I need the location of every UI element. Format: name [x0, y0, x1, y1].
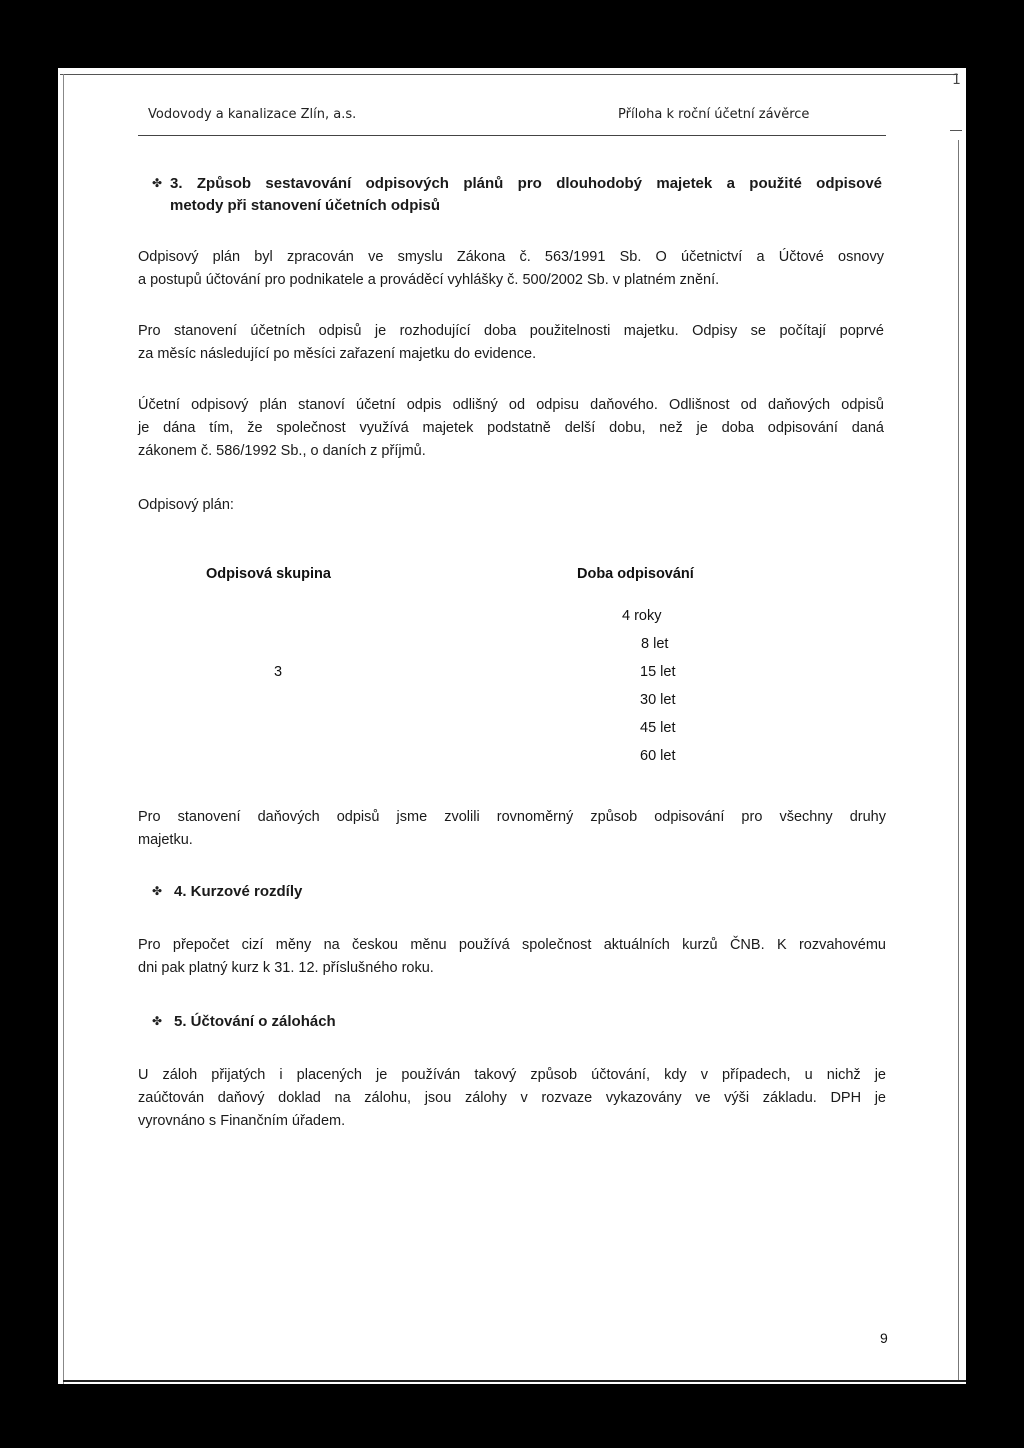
section5-title: 5. Účtování o zálohách [174, 1013, 336, 1030]
header-rule [138, 135, 886, 136]
section3-p3-line3: zákonem č. 586/1992 Sb., o daních z příjmů. [138, 443, 426, 459]
section4-p-line2: dni pak platný kurz k 31. 12. příslušného roku. [138, 960, 434, 976]
section5-p-line3: vyrovnáno s Finančním úřadem. [138, 1113, 346, 1129]
corner-tick [950, 130, 962, 131]
section3-p2-line2: za měsíc následující po měsíci zařazení majetku do evidence. [138, 346, 537, 362]
section3-p3-line2: je dána tím, že společnost využívá majetek podstatně delší dobu, než je doba odpisování daná [138, 420, 884, 436]
section5-bullet-icon: ✤ [152, 1014, 163, 1028]
section5-p-line2: zaúčtován daňový doklad na zálohu, jsou zálohy v rozvaze vykazovány ve výši základu. DPH je [138, 1090, 886, 1106]
frame-bottom-line [63, 1380, 966, 1382]
table-period-4: 30 let [640, 692, 676, 708]
section3-p1-line1: Odpisový plán byl zpracován ve smyslu Zákona č. 563/1991 Sb. O účetnictví a Účtové osnovy [138, 249, 884, 265]
table-period-1: 4 roky [622, 608, 662, 624]
section3-title-line2: metody při stanovení účetních odpisů [170, 197, 441, 214]
table-period-6: 60 let [640, 748, 676, 764]
table-period-2: 8 let [641, 636, 669, 652]
section4-p-line1: Pro přepočet cizí měny na českou měnu používá společnost aktuálních kurzů ČNB. K rozvahovému [138, 937, 886, 953]
table-col-group: Odpisová skupina [206, 566, 331, 582]
after-table-line2: majetku. [138, 832, 193, 848]
header-company: Vodovody a kanalizace Zlín, a.s. [148, 107, 357, 122]
section3-bullet-icon: ✤ [152, 176, 163, 190]
section4-bullet-icon: ✤ [152, 884, 163, 898]
section5-p-line1: U záloh přijatých i placených je používán takový způsob účtování, kdy v případech, u nichž je [138, 1067, 886, 1083]
table-group-value: 3 [274, 664, 283, 680]
section4-title: 4. Kurzové rozdíly [174, 883, 303, 900]
corner-mark: 1 [952, 72, 961, 88]
page-number: 9 [880, 1330, 888, 1346]
after-table-line1: Pro stanovení daňových odpisů jsme zvolili rovnoměrný způsob odpisování pro všechny druhy [138, 809, 886, 825]
section3-p2-line1: Pro stanovení účetních odpisů je rozhodující doba použitelnosti majetku. Odpisy se počítají poprvé [138, 323, 884, 339]
section3-p1-line2: a postupů účtování pro podnikatele a prováděcí vyhlášky č. 500/2002 Sb. v platném znění. [138, 272, 720, 288]
section3-p3-line1: Účetní odpisový plán stanoví účetní odpis odlišný od odpisu daňového. Odlišnost od daňových odpisů [138, 397, 884, 413]
header-document: Příloha k roční účetní závěrce [618, 107, 810, 122]
frame-left-line [63, 74, 64, 1384]
frame-right-line [958, 140, 959, 1380]
section3-title-line1: 3. Způsob sestavování odpisových plánů pro dlouhodobý majetek a použité odpisové [170, 175, 882, 192]
table-period-5: 45 let [640, 720, 676, 736]
plan-label: Odpisový plán: [138, 497, 234, 513]
table-col-period: Doba odpisování [577, 566, 694, 582]
table-period-3: 15 let [640, 664, 676, 680]
frame-top-line [60, 74, 958, 75]
